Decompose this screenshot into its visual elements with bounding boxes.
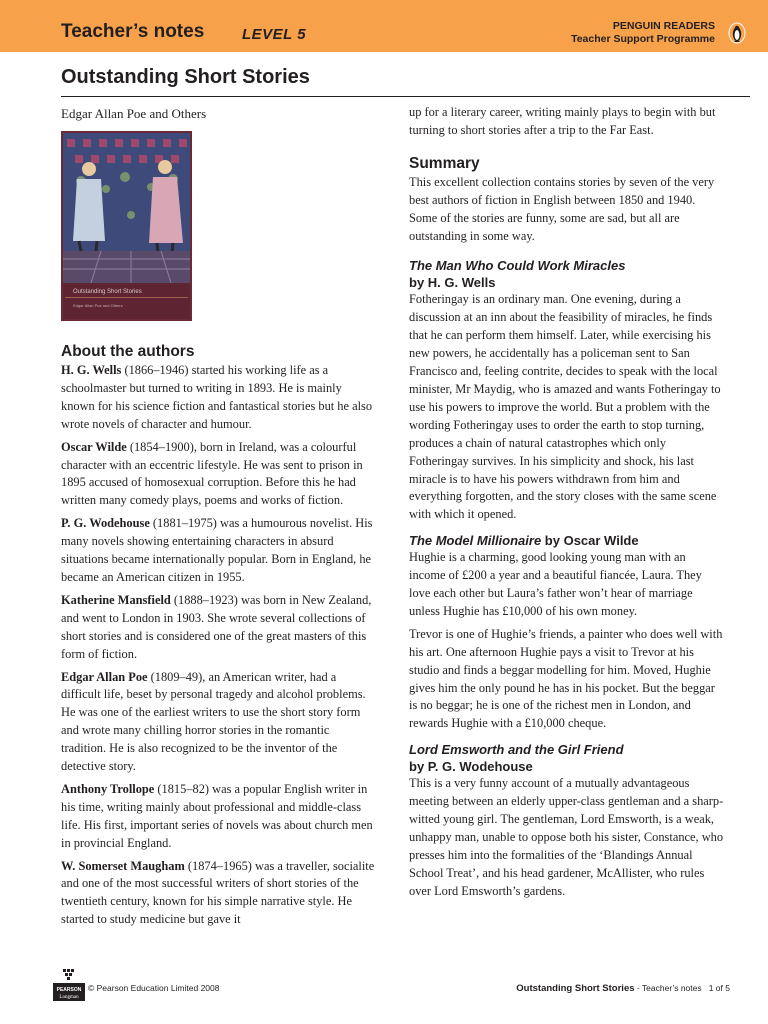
author-name: Anthony Trollope — [61, 781, 155, 796]
brand-line-2: Teacher Support Programme — [571, 33, 715, 45]
footer-page-number: 1 of 5 — [708, 983, 730, 993]
story-text-millionaire-2: Trevor is one of Hughie’s friends, a painter who does well with his art. One afternoon Hughie pays a visit to Trevor at his studio and finds a beggar modelling for him. Moved, Hughie gives him the only pound he has in his pocket. But the beggar is no beggar; he is one of the richest men in London, and rewards Hughie with a £10,000 cheque. — [409, 626, 723, 731]
logo-pearson-text: PEARSON — [56, 987, 82, 993]
author-name: Edgar Allan Poe — [61, 669, 148, 684]
author-bio: (1881–1975) was a humourous novelist. His many novels showing entertaining characters in absurd situations became internationally popular. Born in England, he became an American citizen in 1955. — [61, 516, 373, 584]
title-rule — [61, 96, 750, 97]
footer-book-title: Outstanding Short Stories — [516, 983, 635, 994]
story-text-emsworth: This is a very funny account of a mutually advantageous meeting between an elderly upper-class gentleman and a sharp-witted young girl. The gentleman, Lord Emsworth, is a weak, unhappy man, unable to oppose both his sister, Constance, who presses him into the formalities of the ‘Blandings Annual School Treat’, and his head gardener, McAllister, who rules over Lord Emsworth’s gardens. — [409, 776, 724, 898]
author-paragraph — [61, 592, 376, 664]
penguin-logo-icon — [728, 22, 746, 44]
story-text-millionaire-1: Hughie is a charming, good looking young man with an income of £200 a year and a beautiful fiancée, Laura. They love each other but Laura’s father won’t hear of marriage unless Hughie has £10,000 of his own money. — [409, 550, 702, 618]
author-bio: (1888–1923) was born in New Zealand, and went to London in 1903. She wrote several collections of short stories and is considered one of the great masters of this form of fiction. — [61, 592, 372, 661]
right-column — [409, 104, 724, 906]
header-brand — [571, 20, 715, 46]
author-name: W. Somerset Maugham — [61, 858, 185, 873]
story-byline-wells: by H. G. Wells — [409, 275, 496, 291]
maugham-continuation: up for a literary career, writing mainly plays to begin with but turning to short stories after a trip to the Far East. — [409, 105, 716, 137]
brand-line-1: PENGUIN READERS — [612, 20, 715, 32]
story-byline-wodehouse: by P. G. Wodehouse — [409, 759, 533, 775]
author-paragraph — [61, 781, 376, 853]
author-paragraph — [61, 669, 376, 776]
left-column — [61, 342, 376, 934]
header-band — [0, 0, 768, 52]
cover-title: Outstanding Short Stories — [73, 289, 142, 295]
author-name: P. G. Wodehouse — [61, 516, 150, 531]
pearson-longman-logo-icon — [51, 967, 87, 1003]
author-bio: (1866–1946) started his working life as a schoolmaster but turned to writing in 1893. He is mainly known for his science fiction and fantastical stories but he also wrote novels of character and humour. — [61, 363, 373, 431]
story-title-millionaire-text: The Model Millionaire — [409, 533, 542, 549]
story-title-millionaire — [409, 532, 724, 549]
header-teachers-notes: Teacher’s notes — [61, 21, 205, 42]
footer-copyright: © Pearson Education Limited 2008 — [88, 983, 220, 993]
summary-text: This excellent collection contains stories by seven of the very best authors of fiction in English between 1850 and 1940. Some of the stories are funny, some are sad, but all are outstanding in some way. — [409, 174, 715, 243]
book-subtitle: Edgar Allan Poe and Others — [61, 106, 207, 121]
story-title-emsworth: Lord Emsworth and the Girl Friend — [409, 742, 624, 758]
story-title-miracles: The Man Who Could Work Miracles — [409, 258, 626, 274]
author-name: H. G. Wells — [61, 363, 122, 377]
footer-notes: - Teacher’s notes — [634, 983, 702, 993]
footer-page-info — [516, 983, 730, 994]
summary-heading: Summary — [409, 154, 480, 172]
cover-author: Edgar Allan Poe and Others — [73, 303, 123, 308]
about-authors-heading: About the authors — [61, 343, 195, 360]
story-byline-wilde: by Oscar Wilde — [541, 533, 639, 549]
page-title: Outstanding Short Stories — [61, 66, 310, 88]
author-name: Katherine Mansfield — [61, 592, 171, 607]
author-bio: (1809–49), an American writer, had a difficult life, beset by personal tragedy and alcohol problems. He was one of the earliest writers to use the short story form and wrote many chilling horror stories in the romantic tradition. He is also recognized to be the inventor of the detective story. — [61, 669, 366, 774]
author-paragraph — [61, 439, 376, 511]
author-bio: (1815–82) was a popular English writer in his time, writing mainly about professional and middle-class life. His first, important series of novels was about church men in provincial England. — [61, 781, 373, 850]
story-text-miracles: Fotheringay is an ordinary man. One evening, during a discussion at an inn about the feasibility of miracles, he finds that he can perform them himself. Later, while exercising his new powers, he accidentally has a policeman sent to San Francisco and, feeling contrite, decides to speak with the local minister, Mr Maydig, who is amazed and wants Fotheringay to use his powers to improve the world. But a problem with the wording Fotheringay uses to order the earth to stop turning, produces a chain of natural catastrophes which only Fotheringay survives. In his simplicity and shock, his last miracle is to have his powers withdrawn from him and everything forgotten, and the story closes with the same scene with which it opened. — [409, 292, 721, 522]
author-paragraph — [61, 515, 376, 587]
author-name: Oscar Wilde — [61, 439, 127, 454]
logo-longman-text: Longman — [59, 995, 79, 1000]
author-paragraph — [61, 362, 376, 434]
header-level: LEVEL 5 — [242, 26, 307, 43]
author-bio: (1854–1900), born in Ireland, was a colourful character with an eccentric lifestyle. He was sent to prison in 1895 accused of homosexual corruption. Before this he had written many comedy plays, poems and works of fiction. — [61, 439, 363, 508]
book-cover-image — [61, 131, 192, 321]
author-bio: (1874–1965) was a traveller, socialite and one of the most successful writers of short stories of the twentieth century, known for his simple narrative style. He started to study medicine but gave it — [61, 858, 375, 927]
author-paragraph — [61, 858, 376, 930]
